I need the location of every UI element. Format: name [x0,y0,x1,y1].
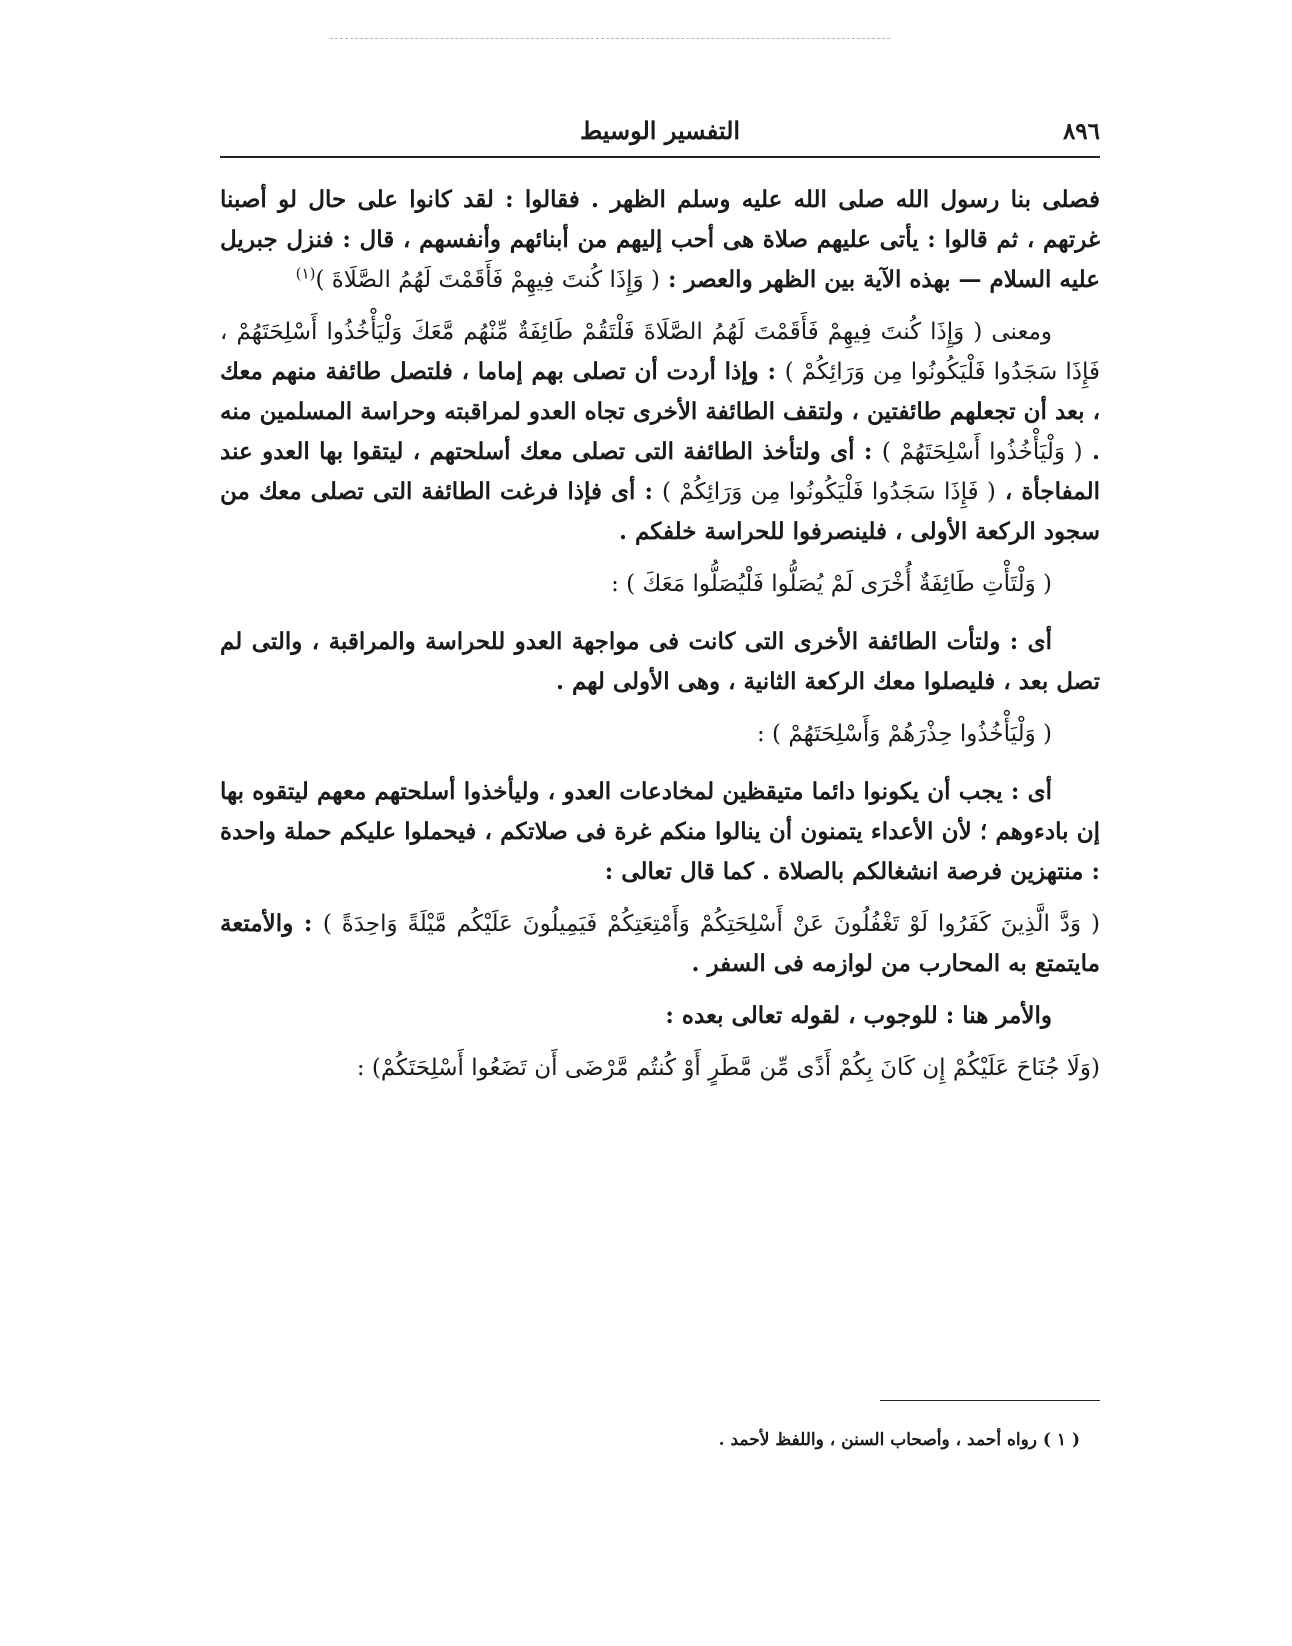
header-divider [220,156,1100,158]
paragraph-text: : [756,721,773,747]
paragraph-3 [220,622,1100,702]
quran-verse: ( وَدَّ الَّذِينَ كَفَرُوا لَوْ تَغْفُلُونَ عَنْ أَسْلِحَتِكُمْ وَأَمْتِعَتِكُمْ فَيَمِيلُونَ عَلَيْكُم مَّيْلَةً وَاحِدَةً ) [322,911,1100,937]
quran-verse: ( فَإِذَا سَجَدُوا فَلْيَكُونُوا مِن وَرَائِكُمْ ) [661,479,996,505]
paragraph-2 [220,312,1100,552]
page-number: ٨٩٦ [1062,118,1100,145]
paragraph-4 [220,772,1100,892]
verse-heading-2 [220,714,1100,754]
paragraph-text: : [356,1055,372,1081]
quran-verse: ( وَإِذَا كُنتَ فِيهِمْ فَأَقَمْتَ لَهُمُ الصَّلَاةَ ) [315,267,660,293]
running-title: التفسير الوسيط [579,116,741,145]
paragraph-text: : [611,571,627,597]
paragraph-text: : والأمتعة مايتمتع به المحارب من لوازمه فى السفر . [220,910,1100,977]
paragraph-text: ومعنى [982,319,1052,345]
footnote-marker: (١) [295,264,316,283]
paragraph-text: : وإذا أردت أن تصلى بهم إماما ، فلتصل طائفة منهم معك ، بعد أن تجعلهم طائفتين ، ولتقف الطائفة الأخرى تجاه العدو لمراقبته وحراسة المسلمين منه . [220,358,1101,465]
quran-verse: ( وَلْيَأْخُذُوا حِذْرَهُمْ وَأَسْلِحَتَهُمْ ) [772,721,1052,747]
paragraph-text: أى : يجب أن يكونوا دائما متيقظين لمخادعات العدو ، وليأخذوا أسلحتهم معهم ليتقوه بها إن بادءوهم ؛ لأن الأعداء يتمنون أن ينالوا منكم غرة فى صلاتكم ، فيحملوا عليكم حملة واحدة : منتهزين فرصة انشغالكم بالصلاة . كما قال تعالى : [220,778,1100,885]
paragraph-text: : أى فإذا فرغت الطائفة التى تصلى معك من سجود الركعة الأولى ، فلينصرفوا للحراسة خلفكم . [220,478,1100,545]
paragraph-text: والأمر هنا : للوجوب ، لقوله تعالى بعده : [665,1002,1052,1029]
page-header [220,112,1100,152]
paragraph-7 [220,1048,1100,1088]
quran-verse: ( وَلْيَأْخُذُوا أَسْلِحَتَهُمْ ) [881,439,1083,465]
book-page [220,0,1100,1646]
paragraph-text: : أى ولتأخذ الطائفة التى تصلى معك أسلحتهم ، ليتقوا بها العدو عند المفاجأة ، [220,438,1100,505]
paragraph-6 [220,996,1100,1036]
paragraph-text: أى : ولتأت الطائفة الأخرى التى كانت فى مواجهة العدو للحراسة والمراقبة ، والتى لم تصل بعد ، فليصلوا معك الركعة الثانية ، وهى الأولى لهم . [220,628,1100,695]
quran-verse: ( وَإِذَا كُنتَ فِيهِمْ فَأَقَمْتَ لَهُمُ الصَّلَاةَ فَلْتَقُمْ طَائِفَةٌ مِّنْهُم مَّعَكَ وَلْيَأْخُذُوا أَسْلِحَتَهُمْ ، فَإِذَا سَجَدُوا فَلْيَكُونُوا مِن وَرَائِكُمْ ) [220,319,1100,385]
paragraph-5 [220,904,1100,984]
paragraph-text: فصلى بنا رسول الله صلى الله عليه وسلم الظهر . فقالوا : لقد كانوا على حال لو أصبنا غرتهم ، ثم قالوا : يأتى عليهم صلاة هى أحب إليهم من أبنائهم وأنفسهم ، قال : فنزل جبريل عليه السلام — بهذه الآية بين الظهر والعصر : [220,186,1100,293]
footnote: ( ١ ) رواه أحمد ، وأصحاب السنن ، واللفظ لأحمد . [718,1430,1080,1450]
page-body [220,180,1100,1100]
verse-heading-1 [220,564,1100,604]
quran-verse: ( وَلْتَأْتِ طَائِفَةٌ أُخْرَى لَمْ يُصَلُّوا فَلْيُصَلُّوا مَعَكَ ) [626,571,1052,597]
footnote-divider [880,1400,1100,1401]
paragraph-1 [220,180,1100,300]
quran-verse: (وَلَا جُنَاحَ عَلَيْكُمْ إِن كَانَ بِكُمْ أَذًى مِّن مَّطَرٍ أَوْ كُنتُم مَّرْضَى أَن تَضَعُوا أَسْلِحَتَكُمْ) [371,1055,1100,1081]
